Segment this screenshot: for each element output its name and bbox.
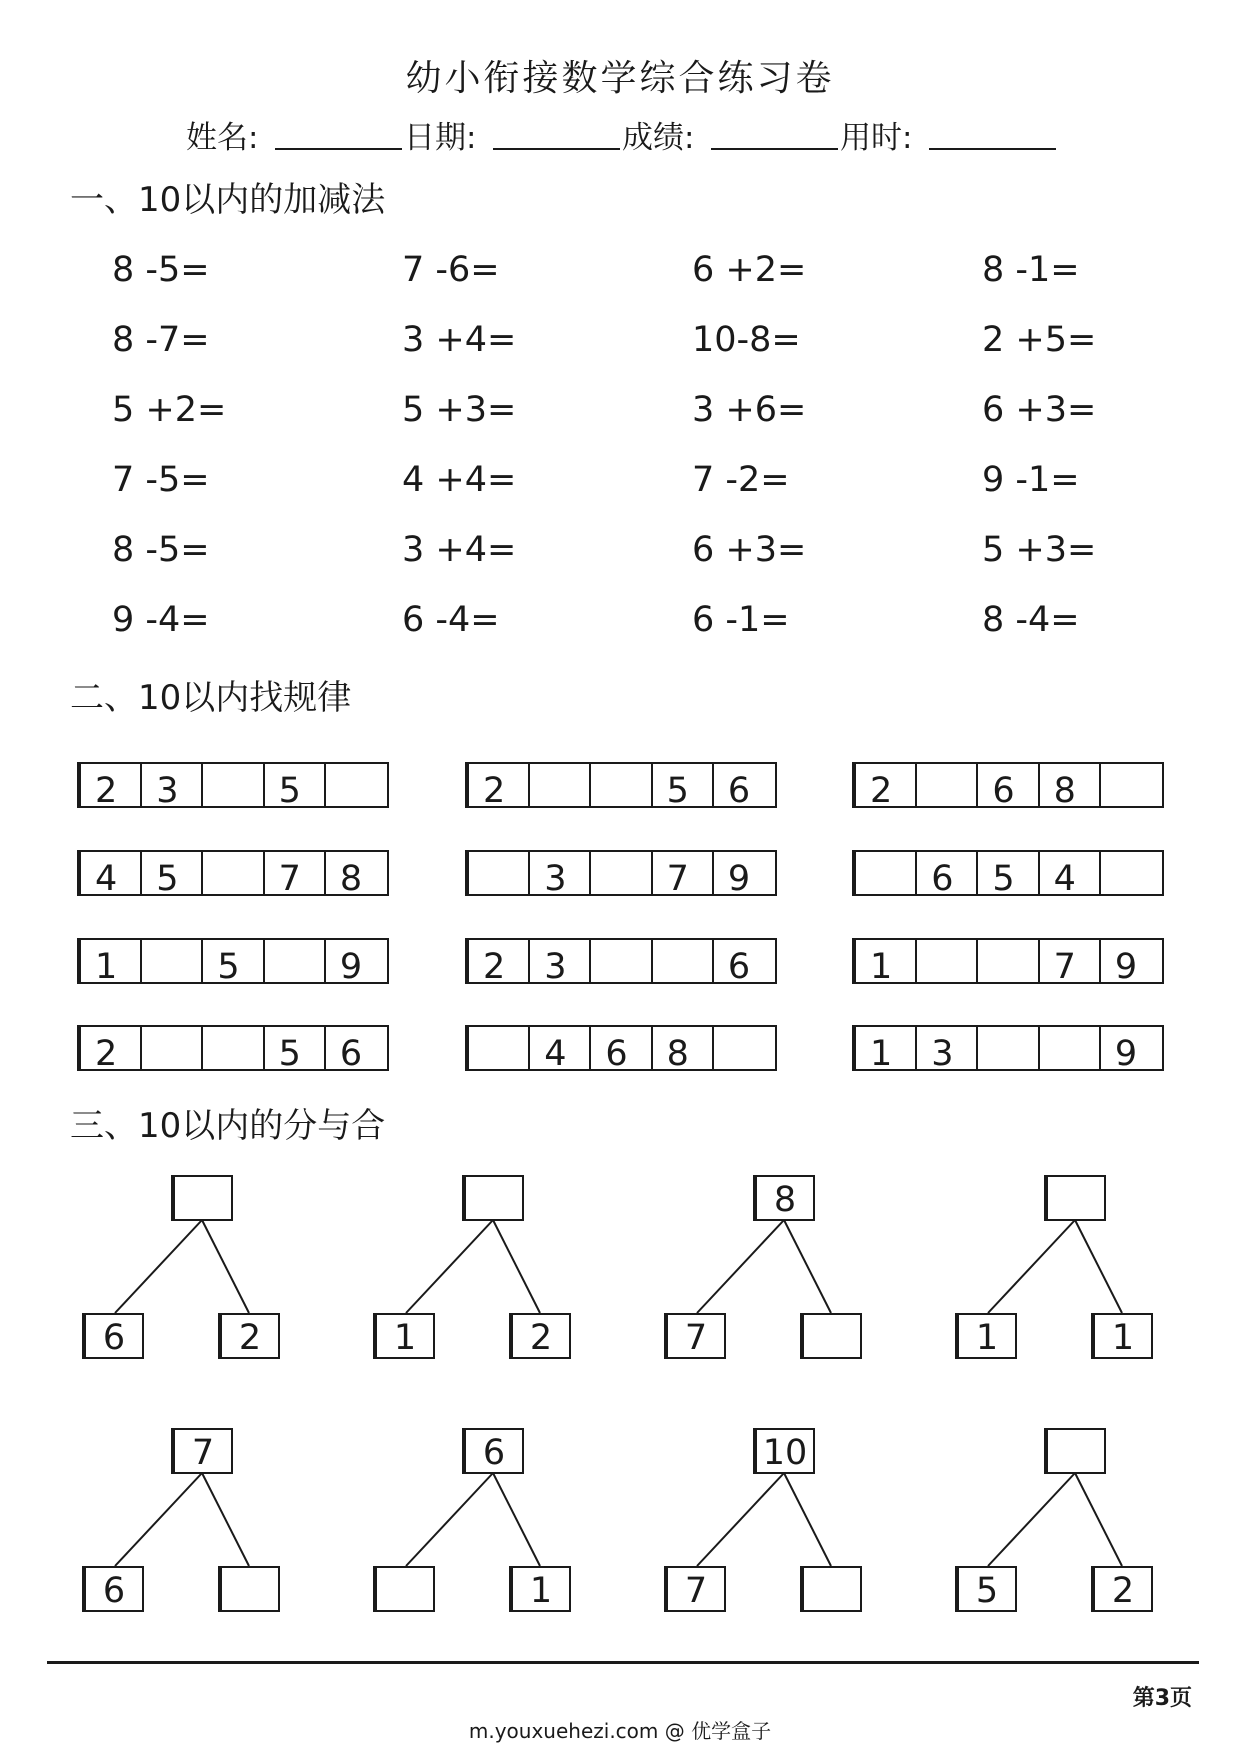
sequence-cell: 5 — [978, 852, 1039, 894]
sequence-blank-cell[interactable] — [1040, 1027, 1101, 1069]
sequence-cell: 1 — [856, 1027, 917, 1069]
date-blank[interactable] — [493, 148, 620, 150]
bond-left-box: 6 — [82, 1566, 144, 1612]
arithmetic-problem: 10-8= — [692, 320, 801, 360]
sequence-blank-cell[interactable] — [978, 940, 1039, 982]
sequence-cell: 6 — [727, 947, 751, 982]
number-bond — [664, 1175, 904, 1365]
watermark: m.youxuehezi.com @ 优学盒子 — [468, 1719, 772, 1743]
bond-top-box[interactable] — [1044, 1428, 1106, 1474]
section-3-title: 三、10以内的分与合 — [70, 1106, 386, 1146]
sequence-cell: 6 — [591, 1027, 652, 1069]
bond-top-box: 7 — [171, 1428, 233, 1474]
sequence-strip — [465, 850, 777, 896]
sequence-blank-cell[interactable] — [203, 1027, 264, 1069]
left-branch-line — [697, 1473, 784, 1566]
arithmetic-problem: 9 -4= — [112, 600, 210, 640]
arithmetic-problem: 3 +4= — [402, 320, 517, 360]
arithmetic-problem: 9 -1= — [982, 460, 1080, 500]
arithmetic-problem: 6 +3= — [692, 530, 807, 570]
sequence-blank-cell[interactable] — [203, 764, 264, 806]
bond-left-box: 1 — [373, 1313, 435, 1359]
sequence-strip — [465, 762, 777, 808]
sequence-strip — [852, 850, 1164, 896]
sequence-blank-cell[interactable] — [142, 1027, 203, 1069]
bond-left-box: 5 — [955, 1566, 1017, 1612]
bond-top-box: 8 — [753, 1175, 815, 1221]
arithmetic-problem: 7 -5= — [112, 460, 210, 500]
sequence-cell: 9 — [727, 859, 751, 894]
right-branch-line — [784, 1220, 831, 1313]
bond-right-box: 2 — [1091, 1566, 1153, 1612]
arithmetic-problem: 6 +2= — [692, 250, 807, 290]
sequence-blank-cell[interactable] — [653, 940, 714, 982]
sequence-cell: 3 — [530, 852, 591, 894]
sequence-cell: 4 — [530, 1027, 591, 1069]
arithmetic-problem: 7 -6= — [402, 250, 500, 290]
arithmetic-problem: 3 +4= — [402, 530, 517, 570]
sequence-blank-cell[interactable] — [917, 940, 978, 982]
sequence-strip — [77, 850, 389, 896]
page-title: 幼小衔接数学综合练习卷 — [405, 58, 835, 99]
arithmetic-problem: 7 -2= — [692, 460, 790, 500]
arithmetic-problem: 8 -5= — [112, 250, 210, 290]
number-bond — [82, 1428, 322, 1618]
sequence-cell: 6 — [727, 771, 751, 806]
sequence-cell: 3 — [530, 940, 591, 982]
bond-top-box[interactable] — [1044, 1175, 1106, 1221]
sequence-blank-cell[interactable] — [469, 852, 530, 894]
arithmetic-problem: 8 -7= — [112, 320, 210, 360]
left-branch-line — [988, 1473, 1075, 1566]
sequence-cell: 6 — [978, 764, 1039, 806]
sequence-strip — [852, 762, 1164, 808]
arithmetic-problem: 2 +5= — [982, 320, 1097, 360]
sequence-cell: 8 — [339, 859, 363, 894]
sequence-cell: 7 — [1040, 940, 1101, 982]
left-branch-line — [406, 1473, 493, 1566]
sequence-blank-cell[interactable] — [1101, 852, 1162, 894]
name-blank[interactable] — [275, 148, 402, 150]
sequence-cell: 3 — [142, 764, 203, 806]
sequence-strip — [465, 1025, 777, 1071]
sequence-cell: 9 — [339, 947, 363, 982]
sequence-cell: 1 — [856, 940, 917, 982]
bond-left-box: 7 — [664, 1566, 726, 1612]
number-bond — [373, 1175, 613, 1365]
sequence-blank-cell[interactable] — [978, 1027, 1039, 1069]
arithmetic-problem: 3 +6= — [692, 390, 807, 430]
right-branch-line — [493, 1220, 540, 1313]
sequence-strip — [852, 1025, 1164, 1071]
sequence-cell: 8 — [653, 1027, 714, 1069]
section-1-title: 一、10以内的加减法 — [70, 180, 386, 220]
bond-right-box[interactable] — [800, 1566, 862, 1612]
arithmetic-problem: 5 +2= — [112, 390, 227, 430]
right-branch-line — [1075, 1220, 1122, 1313]
bond-left-box[interactable] — [373, 1566, 435, 1612]
time-label: 用时: — [840, 120, 913, 156]
left-branch-line — [406, 1220, 493, 1313]
sequence-blank-cell[interactable] — [856, 852, 917, 894]
score-blank[interactable] — [711, 148, 838, 150]
sequence-cell: 6 — [917, 852, 978, 894]
arithmetic-problem: 8 -4= — [982, 600, 1080, 640]
bond-right-box: 1 — [509, 1566, 571, 1612]
bond-right-box[interactable] — [218, 1566, 280, 1612]
sequence-cell: 5 — [265, 764, 326, 806]
sequence-cell: 6 — [339, 1034, 363, 1069]
score-label: 成绩: — [622, 120, 695, 156]
bond-top-box: 10 — [753, 1428, 815, 1474]
footer-divider — [47, 1661, 1199, 1664]
sequence-blank-cell[interactable] — [203, 852, 264, 894]
sequence-strip — [77, 762, 389, 808]
bond-right-box: 2 — [218, 1313, 280, 1359]
bond-left-box: 6 — [82, 1313, 144, 1359]
sequence-blank-cell[interactable] — [1101, 764, 1162, 806]
number-bond — [664, 1428, 904, 1618]
sequence-cell: 5 — [142, 852, 203, 894]
sequence-strip — [465, 938, 777, 984]
sequence-blank-cell[interactable] — [917, 764, 978, 806]
bond-top-box: 6 — [462, 1428, 524, 1474]
time-blank[interactable] — [929, 148, 1056, 150]
left-branch-line — [115, 1220, 202, 1313]
arithmetic-problem: 5 +3= — [402, 390, 517, 430]
number-bond — [955, 1428, 1195, 1618]
sequence-cell: 3 — [917, 1027, 978, 1069]
sequence-blank-cell[interactable] — [591, 764, 652, 806]
sequence-blank-cell[interactable] — [714, 1027, 775, 1069]
sequence-strip — [77, 938, 389, 984]
page-number: 第3页 — [1132, 1686, 1192, 1711]
left-branch-line — [988, 1220, 1075, 1313]
section-2-title: 二、10以内找规律 — [70, 678, 352, 718]
arithmetic-problem: 5 +3= — [982, 530, 1097, 570]
bond-right-box: 1 — [1091, 1313, 1153, 1359]
right-branch-line — [202, 1473, 249, 1566]
sequence-cell: 5 — [265, 1027, 326, 1069]
bond-top-box[interactable] — [462, 1175, 524, 1221]
number-bond — [373, 1428, 613, 1618]
arithmetic-problem: 6 +3= — [982, 390, 1097, 430]
right-branch-line — [1075, 1473, 1122, 1566]
left-branch-line — [115, 1473, 202, 1566]
arithmetic-problem: 8 -5= — [112, 530, 210, 570]
sequence-cell: 2 — [81, 1027, 142, 1069]
sequence-cell: 8 — [1040, 764, 1101, 806]
sequence-cell: 9 — [1114, 1034, 1138, 1069]
name-label: 姓名: — [186, 120, 259, 156]
sequence-blank-cell[interactable] — [326, 764, 387, 806]
sequence-cell: 5 — [653, 764, 714, 806]
right-branch-line — [784, 1473, 831, 1566]
sequence-cell: 5 — [203, 940, 264, 982]
arithmetic-problem: 6 -4= — [402, 600, 500, 640]
left-branch-line — [697, 1220, 784, 1313]
sequence-blank-cell[interactable] — [530, 764, 591, 806]
sequence-cell: 2 — [856, 764, 917, 806]
date-label: 日期: — [404, 120, 477, 156]
number-bond — [955, 1175, 1195, 1365]
bond-top-box[interactable] — [171, 1175, 233, 1221]
arithmetic-problem: 8 -1= — [982, 250, 1080, 290]
sequence-strip — [852, 938, 1164, 984]
sequence-cell: 2 — [81, 764, 142, 806]
sequence-cell: 2 — [469, 764, 530, 806]
sequence-cell: 2 — [469, 940, 530, 982]
sequence-cell: 4 — [81, 852, 142, 894]
right-branch-line — [202, 1220, 249, 1313]
sequence-cell: 7 — [653, 852, 714, 894]
sequence-cell: 4 — [1040, 852, 1101, 894]
bond-left-box: 1 — [955, 1313, 1017, 1359]
bond-right-box[interactable] — [800, 1313, 862, 1359]
sequence-strip — [77, 1025, 389, 1071]
bond-right-box: 2 — [509, 1313, 571, 1359]
sequence-blank-cell[interactable] — [142, 940, 203, 982]
sequence-cell: 1 — [81, 940, 142, 982]
sequence-cell: 7 — [265, 852, 326, 894]
number-bond — [82, 1175, 322, 1365]
right-branch-line — [493, 1473, 540, 1566]
sequence-blank-cell[interactable] — [469, 1027, 530, 1069]
arithmetic-problem: 4 +4= — [402, 460, 517, 500]
sequence-blank-cell[interactable] — [265, 940, 326, 982]
arithmetic-problem: 6 -1= — [692, 600, 790, 640]
sequence-blank-cell[interactable] — [591, 940, 652, 982]
sequence-cell: 9 — [1114, 947, 1138, 982]
sequence-blank-cell[interactable] — [591, 852, 652, 894]
bond-left-box: 7 — [664, 1313, 726, 1359]
